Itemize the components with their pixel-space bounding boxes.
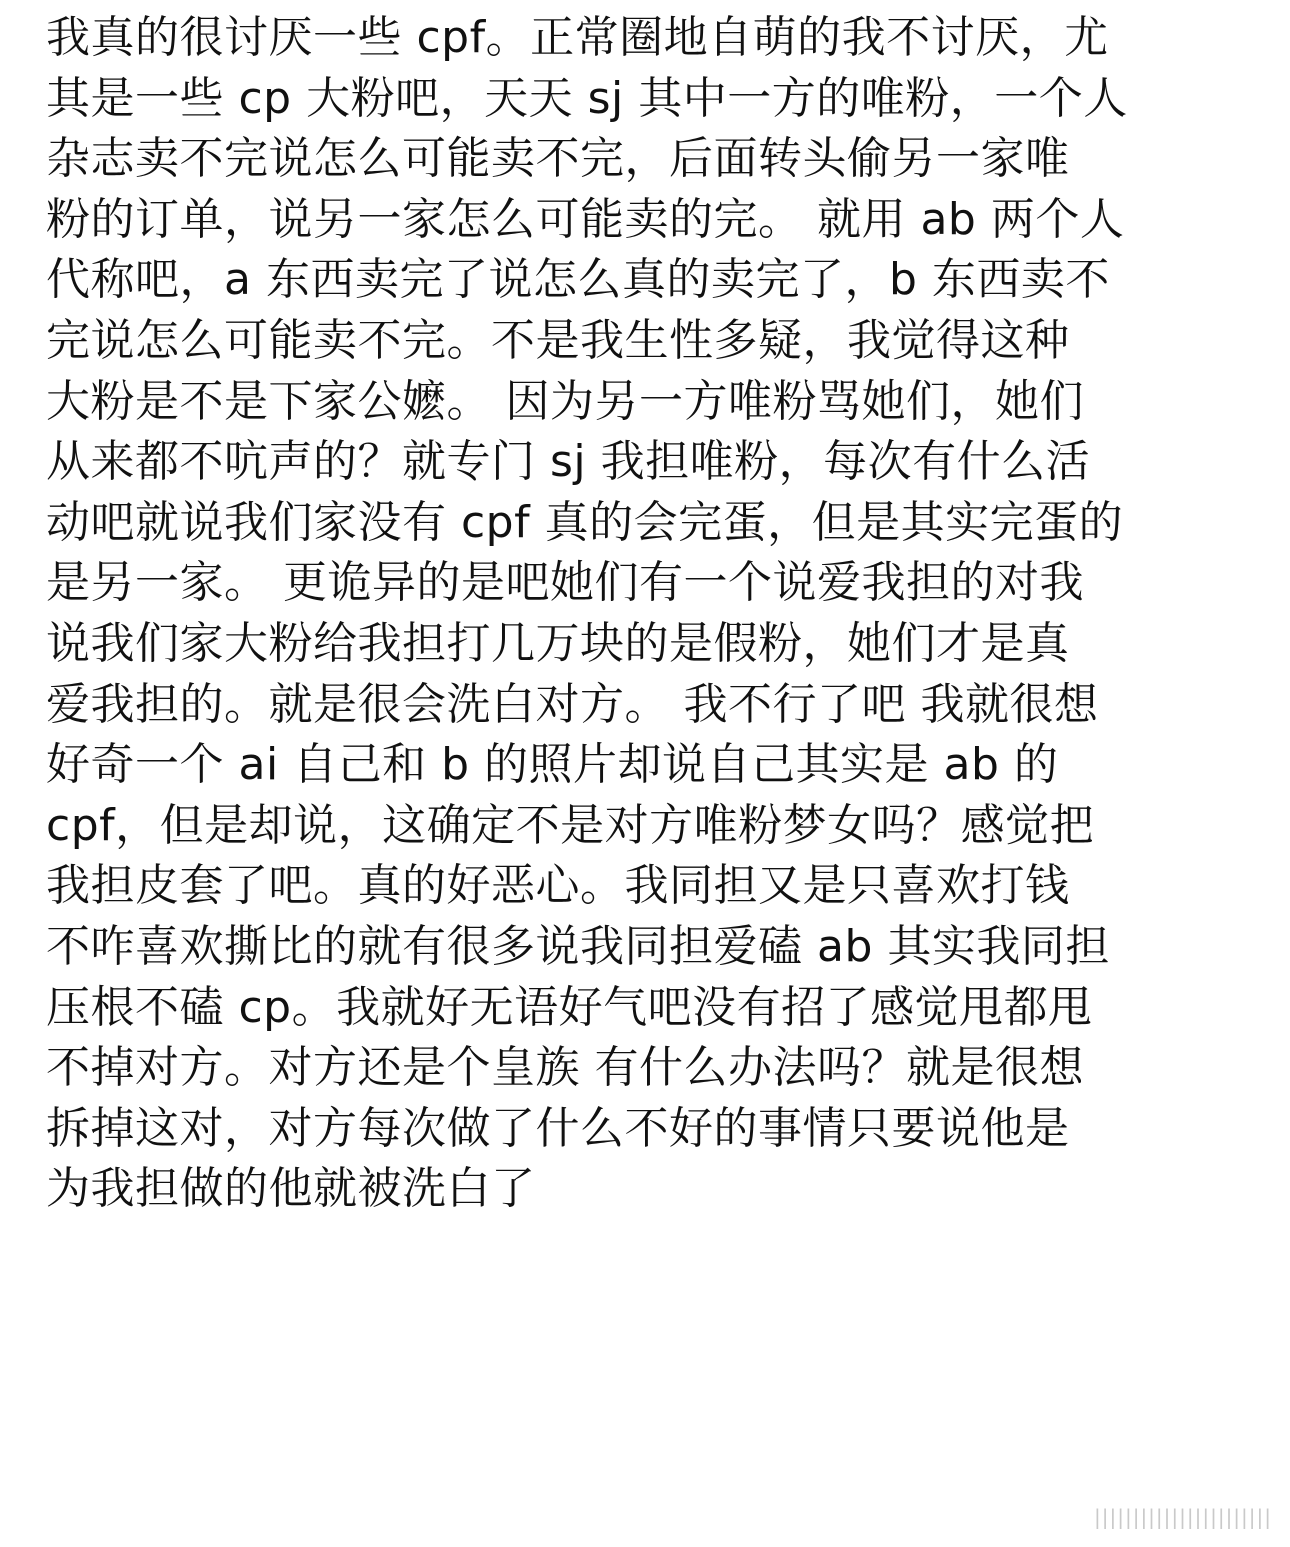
post-body	[46, 8, 1246, 1220]
post-line: 为我担做的他就被洗白了	[46, 1163, 536, 1215]
post-line: 爱我担的。就是很会洗白对方。 我不行了吧 我就很想	[46, 678, 1099, 730]
post-line: 代称吧，a 东西卖完了说怎么真的卖完了，b 东西卖不	[46, 254, 1110, 306]
post-line: 动吧就说我们家没有 cpf 真的会完蛋，但是其实完蛋的	[46, 496, 1124, 548]
post-line: 压根不磕 cp。我就好无语好气吧没有招了感觉甩都甩	[46, 981, 1093, 1033]
post-line: 不掉对方。对方还是个皇族 有什么办法吗？就是很想	[46, 1042, 1084, 1094]
post-line: cpf，但是却说，这确定不是对方唯粉梦女吗？感觉把	[46, 799, 1095, 851]
post-line: 大粉是不是下家公嬷。 因为另一方唯粉骂她们，她们	[46, 375, 1084, 427]
post-line: 其是一些 cp 大粉吧，天天 sj 其中一方的唯粉，一个人	[46, 72, 1128, 124]
post-line: 不咋喜欢撕比的就有很多说我同担爱磕 ab 其实我同担	[46, 920, 1110, 972]
post-line: 拆掉这对，对方每次做了什么不好的事情只要说他是	[46, 1102, 1070, 1154]
post-line: 说我们家大粉给我担打几万块的是假粉，她们才是真	[46, 617, 1070, 669]
post-line: 好奇一个 ai 自己和 b 的照片却说自己其实是 ab 的	[46, 739, 1059, 791]
post-line: 完说怎么可能卖不完。不是我生性多疑，我觉得这种	[46, 314, 1070, 366]
post-line: 杂志卖不完说怎么可能卖不完，后面转头偷另一家唯	[46, 133, 1070, 185]
post-line: 粉的订单，说另一家怎么可能卖的完。 就用 ab 两个人	[46, 193, 1125, 245]
watermark: |||||||||||||||||||||||	[1094, 1505, 1272, 1529]
post-line: 是另一家。 更诡异的是吧她们有一个说爱我担的对我	[46, 557, 1084, 609]
post-line: 我担皮套了吧。真的好恶心。我同担又是只喜欢打钱	[46, 860, 1070, 912]
post-line: 从来都不吭声的？就专门 sj 我担唯粉，每次有什么活	[46, 436, 1091, 488]
post-line: 我真的很讨厌一些 cpf。正常圈地自萌的我不讨厌，尤	[46, 12, 1109, 63]
